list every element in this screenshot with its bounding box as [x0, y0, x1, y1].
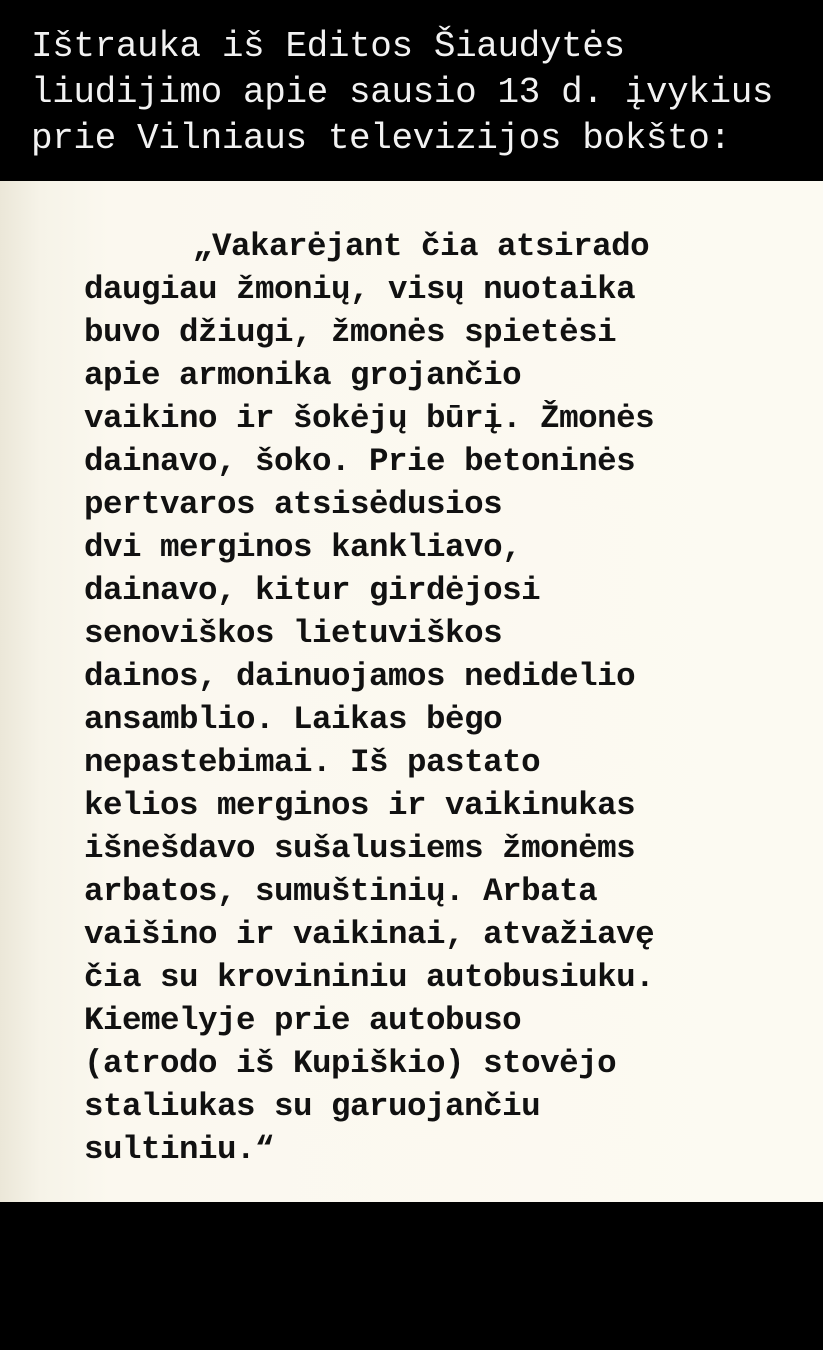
- quote-line: daugiau žmonių, visų nuotaika: [84, 271, 636, 308]
- quote-paper: [0, 181, 823, 1202]
- quote-line: „Vakarėjant čia atsirado: [193, 228, 650, 265]
- quote-line: dvi merginos kankliavo,: [84, 529, 522, 566]
- quote-line: vaišino ir vaikinai, atvažiavę: [84, 916, 655, 953]
- quote-line: išnešdavo sušalusiems žmonėms: [84, 830, 636, 867]
- footer-bar: [0, 1202, 823, 1350]
- quote-line: kelios merginos ir vaikinukas: [84, 787, 636, 824]
- quote-line: apie armonika grojančio: [84, 357, 522, 394]
- header-banner: [0, 0, 823, 181]
- quote-line: sultiniu.“: [84, 1131, 275, 1168]
- quote-line: staliukas su garuojančiu: [84, 1088, 541, 1125]
- quote-line: pertvaros atsisėdusios: [84, 486, 503, 523]
- header-line-2: liudijimo apie sausio 13 d. įvykius: [31, 72, 774, 113]
- quote-line: arbatos, sumuštinių. Arbata: [84, 873, 598, 910]
- quote-line: ansamblio. Laikas bėgo: [84, 701, 503, 738]
- header-line-1: Ištrauka iš Editos Šiaudytės: [31, 26, 625, 67]
- quote-line: buvo džiugi, žmonės spietėsi: [84, 314, 617, 351]
- header-line-3: prie Vilniaus televizijos bokšto:: [31, 118, 731, 159]
- quote-line: dainos, dainuojamos nedidelio: [84, 658, 636, 695]
- quote-line: Kiemelyje prie autobuso: [84, 1002, 522, 1039]
- quote-line: čia su krovininiu autobusiuku.: [84, 959, 655, 996]
- quote-line: vaikino ir šokėjų būrį. Žmonės: [84, 400, 655, 437]
- quote-line: nepastebimai. Iš pastato: [84, 744, 541, 781]
- quote-line: dainavo, šoko. Prie betoninės: [84, 443, 636, 480]
- quote-line: (atrodo iš Kupiškio) stovėjo: [84, 1045, 617, 1082]
- quote-line: dainavo, kitur girdėjosi: [84, 572, 541, 609]
- quote-line: senoviškos lietuviškos: [84, 615, 503, 652]
